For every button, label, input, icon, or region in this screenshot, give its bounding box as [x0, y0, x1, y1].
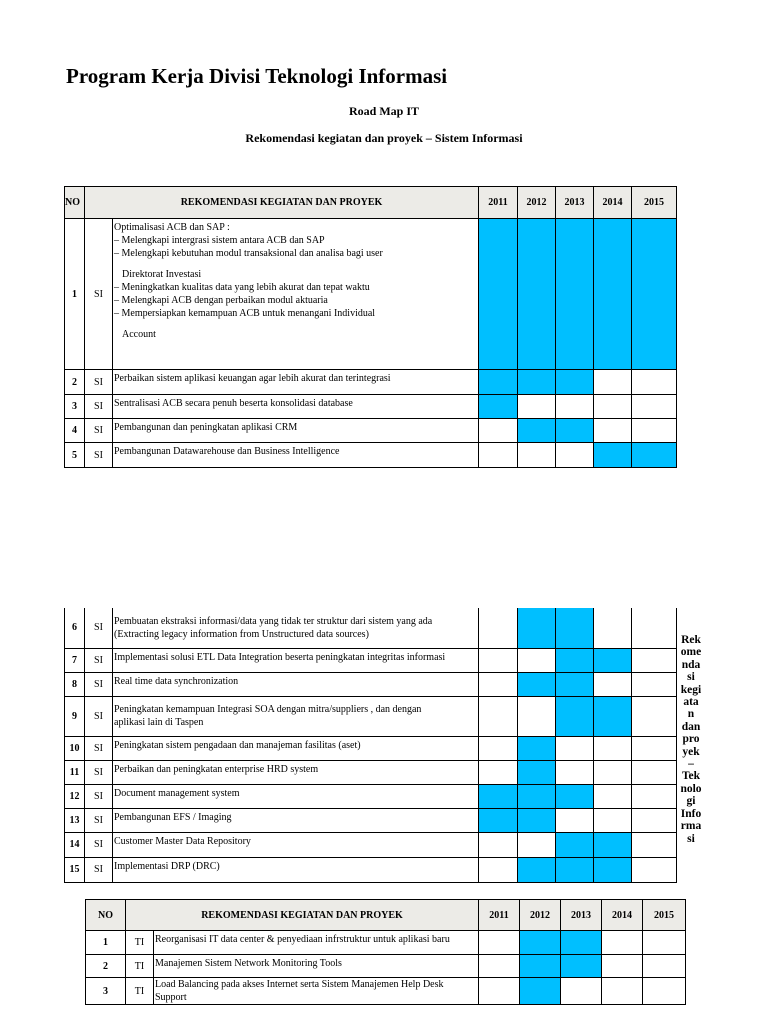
year-cell-active — [556, 370, 594, 395]
row-number: 11 — [65, 760, 85, 784]
description-line: Pembangunan dan peningkatan aplikasi CRM — [114, 422, 298, 433]
header-year: 2015 — [632, 187, 677, 219]
row-category: SI — [85, 443, 113, 468]
table-row — [65, 672, 677, 696]
year-cell-active — [479, 784, 518, 808]
row-description — [113, 648, 479, 672]
year-cell — [479, 419, 518, 443]
year-cell — [602, 931, 643, 955]
year-cell — [556, 443, 594, 468]
table-header-row — [86, 900, 686, 931]
row-number: 1 — [65, 219, 85, 370]
row-description — [154, 955, 479, 978]
year-cell — [594, 395, 632, 419]
year-cell — [602, 955, 643, 978]
description-line: Account — [122, 329, 156, 340]
page-title: Program Kerja Divisi Teknologi Informasi — [66, 64, 448, 88]
year-cell-active — [594, 857, 632, 882]
header-year: 2011 — [479, 187, 518, 219]
description-line: aplikasi lain di Taspen — [114, 717, 204, 728]
year-cell — [594, 808, 632, 832]
row-description — [113, 736, 479, 760]
year-cell-active — [632, 219, 677, 370]
header-year: 2013 — [561, 900, 602, 931]
row-category: SI — [85, 419, 113, 443]
year-cell — [479, 857, 518, 882]
table-row — [65, 784, 677, 808]
row-number: 8 — [65, 672, 85, 696]
side-label-fragment: ata — [683, 696, 699, 709]
table-row — [86, 955, 686, 978]
row-description — [113, 696, 479, 736]
description-line: Support — [155, 992, 187, 1003]
header-year: 2014 — [602, 900, 643, 931]
row-number: 3 — [86, 978, 126, 1005]
year-cell — [479, 832, 518, 857]
description-line: Document management system — [114, 787, 240, 799]
side-label-fragment: yek — [682, 745, 700, 758]
table-row — [65, 370, 677, 395]
year-cell-active — [518, 736, 556, 760]
description-line: Manajemen Sistem Network Monitoring Tools — [155, 958, 342, 969]
side-label-fragment: – — [688, 758, 694, 771]
table-row — [65, 219, 677, 370]
row-description — [113, 808, 479, 832]
table-row — [86, 931, 686, 955]
year-cell-active — [518, 672, 556, 696]
year-cell-active — [556, 672, 594, 696]
year-cell-active — [479, 808, 518, 832]
year-cell-active — [556, 219, 594, 370]
description-line: Peningkatan kemampuan Integrasi SOA dengan mitra/suppliers , dan dengan — [114, 704, 422, 715]
year-cell-active — [556, 608, 594, 648]
description-line: Implementasi DRP (DRC) — [114, 860, 220, 872]
year-cell — [479, 760, 518, 784]
year-cell — [594, 419, 632, 443]
year-cell — [518, 648, 556, 672]
description-line: Direktorat Investasi — [122, 269, 202, 280]
year-cell — [518, 395, 556, 419]
side-label — [677, 634, 705, 845]
year-cell-active — [594, 219, 632, 370]
row-category: SI — [85, 395, 113, 419]
year-cell-active — [479, 370, 518, 395]
year-cell-active — [518, 370, 556, 395]
side-label-fragment: rma — [680, 820, 702, 833]
year-cell-active — [594, 648, 632, 672]
year-cell-active — [518, 608, 556, 648]
row-category: TI — [126, 931, 154, 955]
year-cell — [594, 608, 632, 648]
table-row — [65, 857, 677, 882]
row-description — [113, 784, 479, 808]
table-row — [65, 648, 677, 672]
table-row — [86, 978, 686, 1005]
side-label-fragment: Rek — [681, 634, 701, 646]
description-line: Pembuatan ekstraksi informasi/data yang tidak ter struktur dari sistem yang ada — [114, 615, 433, 627]
year-cell — [632, 370, 677, 395]
year-cell-active — [556, 832, 594, 857]
year-cell-active — [479, 219, 518, 370]
description-line: – Melengkapi ACB dengan perbaikan modul aktuaria — [114, 295, 328, 306]
row-category: SI — [85, 736, 113, 760]
header-no: NO — [86, 900, 126, 931]
header-year: 2011 — [479, 900, 520, 931]
description-line: Customer Master Data Repository — [114, 835, 251, 847]
table-row — [65, 808, 677, 832]
description-line: Perbaikan sistem aplikasi keuangan agar lebih akurat dan terintegrasi — [114, 373, 391, 384]
row-description — [154, 931, 479, 955]
row-number: 15 — [65, 857, 85, 882]
header-year: 2012 — [520, 900, 561, 931]
year-cell — [632, 784, 677, 808]
description-line: Peningkatan sistem pengadaan dan manajeman fasilitas (aset) — [114, 739, 361, 751]
year-cell — [479, 736, 518, 760]
row-category: SI — [85, 784, 113, 808]
row-category: SI — [85, 760, 113, 784]
year-cell — [556, 736, 594, 760]
year-cell — [632, 395, 677, 419]
row-category: TI — [126, 955, 154, 978]
row-number: 6 — [65, 608, 85, 648]
row-category: SI — [85, 219, 113, 370]
ti-roadmap-table — [85, 899, 686, 1005]
row-category: TI — [126, 978, 154, 1005]
row-description — [113, 395, 479, 419]
year-cell — [632, 760, 677, 784]
row-category: SI — [85, 370, 113, 395]
year-cell — [643, 978, 686, 1005]
year-cell — [602, 978, 643, 1005]
table-row — [65, 696, 677, 736]
side-label-fragment: Info — [680, 807, 702, 820]
row-category: SI — [85, 608, 113, 648]
year-cell-active — [518, 857, 556, 882]
row-description — [113, 672, 479, 696]
year-cell-active — [594, 696, 632, 736]
row-number: 13 — [65, 808, 85, 832]
side-label-fragment: kegi — [680, 683, 702, 696]
year-cell — [632, 419, 677, 443]
header-year: 2013 — [556, 187, 594, 219]
row-description — [113, 760, 479, 784]
row-category: SI — [85, 832, 113, 857]
row-category: SI — [85, 808, 113, 832]
year-cell — [479, 608, 518, 648]
year-cell — [479, 931, 520, 955]
side-label-fragment: nda — [681, 658, 701, 671]
description-line: Optimalisasi ACB dan SAP : — [114, 222, 230, 233]
row-number: 5 — [65, 443, 85, 468]
description-line — [114, 260, 478, 268]
row-number: 14 — [65, 832, 85, 857]
year-cell-active — [556, 419, 594, 443]
year-cell — [479, 955, 520, 978]
year-cell-active — [518, 760, 556, 784]
si-roadmap-table-2 — [64, 608, 677, 883]
row-description — [113, 857, 479, 882]
row-number: 3 — [65, 395, 85, 419]
side-label-fragment: si — [687, 832, 695, 845]
year-cell — [479, 672, 518, 696]
description-line — [114, 320, 478, 328]
row-description — [113, 370, 479, 395]
year-cell — [594, 736, 632, 760]
row-description — [154, 978, 479, 1005]
description-line: – Meningkatkan kualitas data yang lebih akurat dan tepat waktu — [114, 282, 370, 293]
description-line: Real time data synchronization — [114, 675, 239, 687]
header-rekomendasi: REKOMENDASI KEGIATAN DAN PROYEK — [85, 187, 479, 219]
year-cell-active — [632, 443, 677, 468]
year-cell-active — [518, 808, 556, 832]
table-row — [65, 760, 677, 784]
side-label-fragment: dan — [681, 720, 701, 733]
year-cell — [561, 978, 602, 1005]
row-category: SI — [85, 672, 113, 696]
year-cell — [632, 808, 677, 832]
row-category: SI — [85, 648, 113, 672]
header-no: NO — [65, 187, 85, 219]
si-roadmap-table-1 — [64, 186, 677, 468]
year-cell — [643, 955, 686, 978]
side-label-fragment: Tek — [681, 770, 701, 783]
side-label-fragment: pro — [682, 733, 700, 746]
side-label-fragment: n — [687, 708, 695, 721]
side-label-fragment: nolo — [680, 782, 702, 795]
description-line: Implementasi solusi ETL Data Integration beserta peningkatan integritas informasi — [114, 651, 446, 663]
roadmap-subtitle: Road Map IT — [348, 104, 419, 118]
year-cell-active — [520, 978, 561, 1005]
year-cell — [556, 808, 594, 832]
year-cell — [632, 672, 677, 696]
description-line: Sentralisasi ACB secara penuh beserta konsolidasi database — [114, 398, 353, 409]
year-cell-active — [520, 931, 561, 955]
row-number: 12 — [65, 784, 85, 808]
year-cell — [632, 696, 677, 736]
description-line: Perbaikan dan peningkatan enterprise HRD system — [114, 763, 319, 775]
section-subtitle: Rekomendasi kegiatan dan proyek – Sistem Informasi — [245, 131, 523, 145]
year-cell — [632, 857, 677, 882]
year-cell — [594, 672, 632, 696]
year-cell — [594, 370, 632, 395]
year-cell — [643, 931, 686, 955]
description-line: (Extracting legacy information from Unstructured data sources) — [114, 628, 369, 640]
table-row — [65, 443, 677, 468]
description-line: Pembangunan EFS / Imaging — [114, 811, 232, 823]
year-cell-active — [594, 443, 632, 468]
year-cell — [518, 832, 556, 857]
description-line: – Mempersiapkan kemampuan ACB untuk menangani Individual — [114, 308, 376, 319]
side-label-fragment: gi — [686, 795, 696, 808]
header-rekomendasi: REKOMENDASI KEGIATAN DAN PROYEK — [126, 900, 479, 931]
year-cell-active — [561, 955, 602, 978]
year-cell — [632, 832, 677, 857]
row-number: 10 — [65, 736, 85, 760]
description-line: – Melengkapi intergrasi sistem antara ACB dan SAP — [114, 235, 325, 246]
row-number: 4 — [65, 419, 85, 443]
description-line: – Melengkapi kebutuhan modul transaksional dan analisa bagi user — [114, 248, 383, 259]
year-cell-active — [561, 931, 602, 955]
year-cell — [479, 648, 518, 672]
year-cell-active — [518, 784, 556, 808]
header-year: 2015 — [643, 900, 686, 931]
row-description — [113, 419, 479, 443]
header-year: 2012 — [518, 187, 556, 219]
table-row — [65, 395, 677, 419]
year-cell-active — [556, 648, 594, 672]
year-cell — [594, 784, 632, 808]
description-line: Load Balancing pada akses Internet serta Sistem Manajemen Help Desk — [155, 979, 444, 990]
side-label-fragment: ome — [680, 646, 702, 659]
row-description — [113, 219, 479, 370]
side-label-fragment: si — [687, 671, 695, 684]
year-cell — [632, 608, 677, 648]
year-cell-active — [594, 832, 632, 857]
row-description — [113, 443, 479, 468]
year-cell-active — [556, 696, 594, 736]
year-cell-active — [520, 955, 561, 978]
row-number: 1 — [86, 931, 126, 955]
description-line: Pembangunan Datawarehouse dan Business Intelligence — [114, 446, 340, 457]
table-row — [65, 736, 677, 760]
year-cell — [594, 760, 632, 784]
row-category: SI — [85, 696, 113, 736]
table-row — [65, 832, 677, 857]
year-cell — [479, 696, 518, 736]
row-number: 2 — [65, 370, 85, 395]
row-category: SI — [85, 857, 113, 882]
year-cell — [518, 443, 556, 468]
row-number: 7 — [65, 648, 85, 672]
description-line: Reorganisasi IT data center & penyediaan infrstruktur untuk aplikasi baru — [155, 934, 450, 945]
row-description — [113, 608, 479, 648]
year-cell — [556, 395, 594, 419]
year-cell — [518, 696, 556, 736]
year-cell-active — [479, 395, 518, 419]
header-year: 2014 — [594, 187, 632, 219]
year-cell — [556, 760, 594, 784]
row-description — [113, 832, 479, 857]
year-cell — [479, 978, 520, 1005]
year-cell — [632, 736, 677, 760]
row-number: 2 — [86, 955, 126, 978]
year-cell-active — [556, 784, 594, 808]
year-cell-active — [556, 857, 594, 882]
year-cell-active — [518, 419, 556, 443]
row-number: 9 — [65, 696, 85, 736]
year-cell — [632, 648, 677, 672]
year-cell-active — [518, 219, 556, 370]
table-header-row — [65, 187, 677, 219]
year-cell — [479, 443, 518, 468]
table-row — [65, 419, 677, 443]
table-row — [65, 608, 677, 648]
